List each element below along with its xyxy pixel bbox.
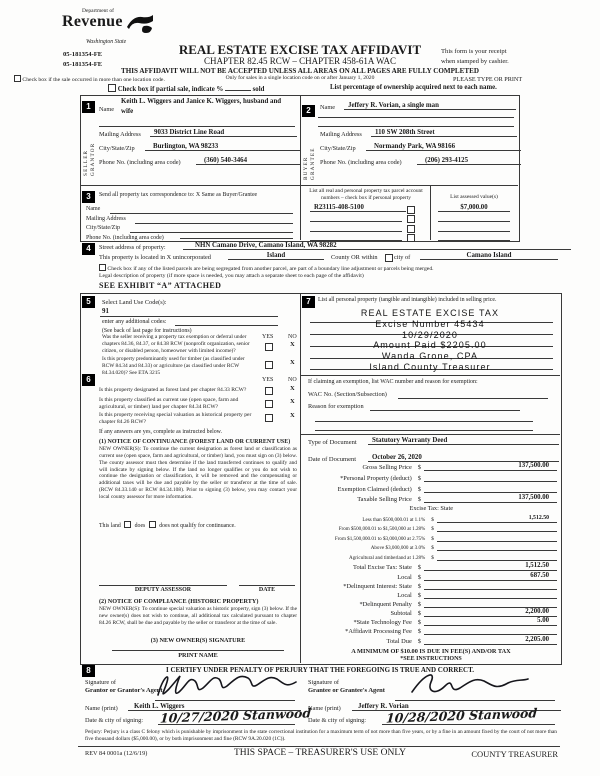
grantor-signature xyxy=(150,668,300,707)
footer-divider xyxy=(78,746,560,747)
does-label: does xyxy=(134,523,146,529)
money-row-personal xyxy=(305,473,557,482)
page-title: REAL ESTATE EXCISE TAX AFFIDAVIT xyxy=(178,42,422,57)
certify-statement: I CERTIFY UNDER PENALTY OF PERJURY THAT THE FOREGOING IS TRUE AND CORRECT. xyxy=(165,666,474,674)
tier4-label: Above $3,000,000 at 3.0% xyxy=(370,545,426,551)
stamp-line-1: REAL ESTATE EXCISE TAX xyxy=(360,308,500,318)
ownership-note: List percentage of ownership acquired next to each name. xyxy=(330,84,497,91)
total-due-row xyxy=(305,636,557,645)
tech-fee-value: 5.00 xyxy=(424,617,557,626)
delinquent-interest-local-row xyxy=(305,590,557,599)
seller-city-value: Burlington, WA 98233 xyxy=(145,143,301,151)
assessed-line-3[interactable] xyxy=(438,231,510,232)
partial-sale-suffix: sold xyxy=(252,86,265,93)
land-use-label: Select Land Use Code(s): xyxy=(102,299,167,306)
land-use-value: 91 xyxy=(102,308,109,315)
assessed-divider xyxy=(430,185,431,240)
dollar-sign: $ xyxy=(431,545,434,551)
does-not-label: does not qualify for continuance. xyxy=(159,523,236,529)
reason-label: Reason for exemption xyxy=(308,403,364,410)
owner-signature-label: (3) NEW OWNER(S) SIGNATURE xyxy=(150,637,246,644)
delinquent-interest-state-row xyxy=(305,581,557,590)
parcel-checkbox-3[interactable] xyxy=(407,225,415,233)
money-row-gross xyxy=(305,462,557,471)
total-state-label: Total Excise Tax: State xyxy=(353,564,412,571)
form-number-2: 05-181354-FE xyxy=(63,60,103,68)
dollar-sign: $ xyxy=(417,583,421,590)
print-name-label: PRINT NAME xyxy=(178,652,218,659)
dollar-sign: $ xyxy=(417,573,421,581)
stamp-line-2: Excise Number 45434 xyxy=(375,318,485,329)
does-not-checkbox[interactable] xyxy=(149,521,156,528)
section3-marker: 3 xyxy=(82,191,95,203)
dollar-sign: $ xyxy=(431,516,434,523)
stamp-line-6: Island County Treasurer xyxy=(369,361,491,372)
reason-line-1[interactable] xyxy=(370,410,520,411)
assessed-header: List assessed value(s) xyxy=(450,194,498,200)
s3-name-label: Name xyxy=(86,206,101,212)
owner-signature-line[interactable] xyxy=(112,650,284,651)
multi-location-row xyxy=(14,75,165,83)
s6-question-2: Is this property classified as current use (open space, farm and agricultural, or timber) land per chapter 84.34 RCW? xyxy=(99,397,239,411)
s5-yes-header: YES xyxy=(262,334,274,340)
buyer-name-value: Jeffery R. Vorian, a single man xyxy=(344,102,516,110)
s5-question-2: Is this property predominantly used for timber (as classified under RCW 84.34 and 84.33) or agriculture (as classified under RCW 84.34.020)? See ETA 3215 xyxy=(102,356,245,377)
this-land-label: This land xyxy=(99,523,121,529)
continuance-title: (1) NOTICE OF CONTINUANCE (FOREST LAND OR CURRENT USE) xyxy=(99,439,291,445)
personal-property-header: List all personal property (tangible and intangible) included in selling price. xyxy=(318,297,497,303)
seller-side-label-1: SELLER xyxy=(83,149,89,176)
single-location-note: Only for sales in a single location code on or after January 1, 2020 xyxy=(225,75,375,81)
grantor-signature-line[interactable] xyxy=(155,700,295,701)
section6-marker: 6 xyxy=(82,374,95,386)
exemption-top-border xyxy=(301,375,560,376)
additional-codes-line[interactable] xyxy=(175,325,278,326)
buyer-mailing-label: Mailing Address xyxy=(320,131,362,138)
section2-marker: 2 xyxy=(302,105,315,117)
additional-codes-label: enter any additional codes: xyxy=(102,319,167,325)
dollar-sign: $ xyxy=(417,475,421,482)
dollar-sign: $ xyxy=(417,601,421,608)
does-checkbox[interactable] xyxy=(124,521,131,528)
exhibit-note: SEE EXHIBIT “A” ATTACHED xyxy=(99,281,222,290)
date-of-document-value: October 26, 2020 xyxy=(368,454,559,462)
if-any-yes-note: If any answers are yes, complete as instructed below. xyxy=(99,429,222,435)
s5-q2-yes-checkbox[interactable] xyxy=(265,361,273,369)
total-row-state xyxy=(305,562,557,571)
type-of-document-label: Type of Document xyxy=(308,439,357,446)
partial-sale-label: Check box if partial sale, indicate % xyxy=(117,86,224,93)
type-or-print-label: PLEASE TYPE OR PRINT xyxy=(453,76,523,83)
subtotal-value: 2,200.00 xyxy=(424,608,557,617)
subtotal-row xyxy=(305,608,557,617)
total-local-value: 687.50 xyxy=(424,572,557,581)
treasurer-use-label: THIS SPACE – TREASURER'S USE ONLY xyxy=(233,748,407,758)
compliance-title: (2) NOTICE OF COMPLIANCE (HISTORIC PROPERTY) xyxy=(99,598,259,605)
buyer-mailing-value: 110 SW 208th Street xyxy=(371,129,517,137)
seller-city-label: City/State/Zip xyxy=(99,145,135,152)
s3-city-label: City/State/Zip xyxy=(86,225,120,231)
excise-tax-state-header: Excise Tax: State xyxy=(409,505,453,512)
county-value: Island xyxy=(228,252,324,260)
wa-swoosh-icon xyxy=(126,14,154,39)
total-local-label: Local xyxy=(397,573,412,581)
tech-fee-label: *State Technology Fee xyxy=(353,619,412,626)
grantee-date-label: Date & city of signing: xyxy=(308,717,367,724)
s6-q1-no-answer: X xyxy=(290,385,295,392)
rev-number: REV 84 0001a (12/6/19) xyxy=(85,750,148,757)
dollar-sign: $ xyxy=(417,637,421,645)
seller-name-label: Name xyxy=(99,106,115,113)
dollar-sign: $ xyxy=(417,564,421,571)
parcel-value: R23115-408-5100 xyxy=(310,204,406,212)
agri-value xyxy=(437,553,557,561)
section8-marker: 8 xyxy=(82,665,95,677)
wac-line[interactable] xyxy=(398,398,548,399)
stamp-line-4: Amount Paid $2205.00 xyxy=(373,340,487,351)
assessed-value: $7,000.00 xyxy=(438,204,510,212)
receipt-note-line2: when stamped by cashier. xyxy=(441,57,509,65)
parcel-checkbox-2[interactable] xyxy=(407,215,415,223)
county-treasurer-label: COUNTY TREASURER xyxy=(471,749,558,759)
total-row-local xyxy=(305,572,557,581)
buyer-side-label xyxy=(303,122,316,180)
buyer-blank-line-2 xyxy=(318,126,514,127)
grantee-signature-line[interactable] xyxy=(395,700,555,701)
assessed-line-2[interactable] xyxy=(438,221,510,222)
dollar-sign: $ xyxy=(431,535,434,542)
parcel-line-3[interactable] xyxy=(310,231,402,232)
perjury-note: Perjury: Perjury is a class C felony which is punishable by imprisonment in the state correctional institution for a maximum term of not more than five years, or by a fine in an amount fixed by the court of not more than five thousand dollars ($5,000.00), or by both imprisonment and fine (RCW 9A.20.020 (1C)). xyxy=(85,729,557,743)
dollar-sign: $ xyxy=(431,554,434,561)
deputy-date-line[interactable] xyxy=(239,585,295,586)
delinq-int-local-value xyxy=(424,590,557,599)
section7-marker: 7 xyxy=(302,296,315,308)
buyer-side-label-1: BUYER xyxy=(303,156,309,180)
buyer-blank-line-1 xyxy=(318,117,514,118)
multi-location-checkbox[interactable] xyxy=(14,75,21,82)
document-top-border xyxy=(301,434,560,435)
segregated-row xyxy=(99,264,434,272)
s3-city-line[interactable] xyxy=(130,232,293,233)
compliance-body: NEW OWNER(S): To continue special valuation as historic property, sign (3) below. If the new owner(s) does not wish to continue, all additional tax calculated pursuant to chapter 84.26 RCW, shall be due and payable by the seller or transferor at the time of sale. xyxy=(99,606,297,626)
total-state-value: 1,512.50 xyxy=(424,562,557,571)
dollar-sign: $ xyxy=(417,496,421,503)
grantor-name-value: Keith L. Wiggers xyxy=(128,703,301,711)
tier1-value: 1,512.50 xyxy=(437,515,557,523)
tier2-value xyxy=(437,524,557,532)
s6-q3-yes-checkbox[interactable] xyxy=(265,414,273,422)
exemption-value xyxy=(424,484,557,493)
seller-name-value: Keith L. Wiggers and Janice K. Wiggers, husband and wife xyxy=(121,98,282,116)
section3-top-border xyxy=(80,185,518,186)
delinq-penalty-label: *Delinquent Penalty xyxy=(359,601,412,608)
exemption-label: Exemption Claimed (deduct) xyxy=(337,485,412,493)
minimum-fee-note: A MINIMUM OF $10.00 IS DUE IN FEE(S) AND/OR TAX xyxy=(351,648,511,655)
delinq-int-state-value xyxy=(424,581,557,590)
section1-marker: 1 xyxy=(82,101,95,113)
agri-label: Agricultural and timberland at 1.28% xyxy=(349,554,426,561)
dollar-sign: $ xyxy=(417,628,421,635)
type-of-document-value: Statutory Warranty Deed xyxy=(368,437,559,445)
page-subtitle: CHAPTER 82.45 RCW – CHAPTER 458-61A WAC xyxy=(204,56,396,66)
partial-sale-row xyxy=(108,84,264,93)
print-name-line[interactable] xyxy=(112,664,284,665)
processing-fee-label: *Affidavit Processing Fee xyxy=(345,628,412,635)
parties-divider xyxy=(300,95,301,240)
s5-no-header: NO xyxy=(288,334,297,340)
grantor-sig-label-1: Signature of xyxy=(85,679,116,686)
dollar-sign: $ xyxy=(417,619,421,626)
dor-logo xyxy=(62,8,154,45)
tax-row-agricultural xyxy=(305,553,557,561)
see-back-note: (See back of last page for instructions) xyxy=(102,328,192,334)
money-row-exemption xyxy=(305,484,557,493)
form-number-1: 05-181354-FE xyxy=(63,51,103,58)
buyer-phone-label: Phone No. (including area code) xyxy=(320,159,402,166)
segregated-checkbox[interactable] xyxy=(99,264,106,271)
stamp-line-3: 10/29/2020 xyxy=(401,329,459,340)
s3-phone-label: Phone No. (including area code) xyxy=(86,234,164,241)
tier3-label: From $1,500,000.01 to $3,000,000 at 2.75% xyxy=(334,535,426,542)
s5-q1-no-answer: X xyxy=(290,341,295,348)
date-of-document-label: Date of Document xyxy=(308,456,357,463)
tech-fee-row xyxy=(305,617,557,626)
delinq-int-local-label: Local xyxy=(397,592,412,599)
receipt-note xyxy=(441,47,509,66)
s3-name-line[interactable] xyxy=(110,213,293,214)
section5-marker: 5 xyxy=(82,296,95,308)
tax-row-tier4 xyxy=(305,543,557,551)
delinq-int-state-label: *Delinquent Interest: State xyxy=(343,583,412,590)
s6-q3-no-answer: X xyxy=(290,412,295,419)
grantee-sig-label-1: Signature of xyxy=(308,679,339,686)
see-instructions-note: *SEE INSTRUCTIONS xyxy=(400,655,462,662)
s6-question-3: Is this property receiving special valuation as historical property per chapter 84.26 RCW? xyxy=(99,412,252,426)
s3-mailing-label: Mailing Address xyxy=(86,215,126,222)
dollar-sign: $ xyxy=(417,610,421,617)
gross-label: Gross Selling Price xyxy=(362,464,412,471)
s5-q1-yes-checkbox[interactable] xyxy=(265,343,273,351)
land-use-underline xyxy=(100,316,278,317)
processing-fee-row xyxy=(305,626,557,635)
grantor-date-label: Date & city of signing: xyxy=(85,717,144,724)
logo-dept-label: Department of xyxy=(82,8,114,14)
s3-phone-line[interactable] xyxy=(180,238,293,239)
seller-phone-value: (360) 540-3464 xyxy=(196,157,301,165)
grantor-date-value: 10/27/2020 Stanwood xyxy=(159,705,312,726)
tier4-value xyxy=(437,543,557,551)
located-in-label: This property is located in X unincorporated xyxy=(99,254,211,261)
tax-row-tier1 xyxy=(305,515,557,523)
deputy-assessor-label: DEPUTY ASSESSOR xyxy=(134,587,192,593)
tier1-label: Less than $500,000.01 at 1.1% xyxy=(362,516,426,523)
street-address-value: NHN Camano Drive, Camano Island, WA 98282 xyxy=(183,242,571,250)
city-of-label: city of xyxy=(394,254,411,261)
buyer-side-label-2: GRANTEE xyxy=(310,147,316,180)
s5-question-1: Was the seller receiving a property tax exemption or deferral under chapters 84.36, 84.37, or 84.38 RCW (nonprofit organization, senior citizen, or disabled person, homeowner with limited income)? xyxy=(102,334,250,355)
grantor-sig-label-2: Grantor or Grantor's Agent xyxy=(85,687,163,694)
treasurer-stamp xyxy=(303,308,557,373)
seller-mailing-label: Mailing Address xyxy=(99,131,141,138)
tax-row-tier2 xyxy=(305,524,557,532)
county-or-label: County OR within xyxy=(331,254,378,261)
legal-description-note: Legal description of property (if more space is needed, you may attach a separate sheet to each page of the affidavit) xyxy=(99,272,364,279)
personal-label: *Personal Property (deduct) xyxy=(340,475,412,482)
total-due-value: 2,205.00 xyxy=(424,636,557,645)
grantee-name-value: Jeffery R. Vorian xyxy=(352,703,561,711)
s6-question-1: Is this property designated as forest land per chapter 84.33 RCW? xyxy=(99,387,247,393)
grantee-sig-label-2: Grantee or Grantee's Agent xyxy=(308,687,385,694)
s6-q2-no-answer: X xyxy=(290,398,295,405)
parcel-checkbox-1[interactable] xyxy=(407,206,415,214)
exemption-note: If claiming an exemption, list WAC number and reason for exemption: xyxy=(308,379,478,385)
city-value: Camano Island xyxy=(420,252,558,260)
grantee-name-label: Name (print) xyxy=(308,705,341,712)
buyer-name-label: Name xyxy=(320,104,336,111)
parcel-line-2[interactable] xyxy=(310,221,402,222)
seller-side-label-2: GRANTOR xyxy=(90,142,96,176)
partial-sale-blank xyxy=(225,90,251,91)
s6-yes-header: YES xyxy=(262,377,274,383)
stamp-line-5: Wanda Grone, CPA xyxy=(381,351,479,362)
section4-marker: 4 xyxy=(82,243,95,255)
grantee-date-value: 10/28/2020 Stanwood xyxy=(385,705,538,726)
buyer-phone-value: (206) 293-4125 xyxy=(417,157,521,165)
seller-name-underline xyxy=(99,126,295,127)
subtotal-label: Subtotal xyxy=(390,610,412,617)
deputy-assessor-line[interactable] xyxy=(99,585,227,586)
personal-value xyxy=(424,473,557,482)
tier3-value xyxy=(437,534,557,542)
dollar-sign: $ xyxy=(417,464,421,471)
tax-correspondence-label: Send all property tax correspondence to: X Same as Buyer/Grantee xyxy=(99,192,258,198)
delinq-penalty-value xyxy=(424,599,557,608)
dollar-sign: $ xyxy=(417,592,421,599)
city-checkbox[interactable] xyxy=(385,254,393,262)
gross-value: 137,500.00 xyxy=(424,462,557,471)
s5-q2-no-answer: X xyxy=(290,359,295,366)
dollar-sign: $ xyxy=(431,526,434,532)
multi-location-label: Check box if the sale occurred in more than one location code. xyxy=(22,77,165,83)
segregated-label: Check box if any of the listed parcels are being segregated from another parcel, are part of a boundary line adjustment or parcels being merged. xyxy=(107,265,434,272)
grantor-name-label: Name (print) xyxy=(85,705,118,712)
reason-line-3[interactable] xyxy=(315,430,533,431)
buyer-city-value: Normandy Park, WA 98166 xyxy=(366,143,521,151)
street-address-label: Street address of property: xyxy=(99,244,166,251)
wac-label: WAC No. (Section/Subsection) xyxy=(308,391,387,398)
seller-mailing-value: 9033 District Line Road xyxy=(150,129,297,137)
tier2-label: From $500,000.01 to $1,500,000 at 1.28% xyxy=(338,526,426,532)
seller-side-label xyxy=(83,118,96,176)
delinquent-penalty-row xyxy=(305,599,557,608)
partial-sale-checkbox[interactable] xyxy=(108,84,116,92)
taxable-label: Taxable Selling Price xyxy=(357,496,412,503)
total-due-label: Total Due xyxy=(386,637,412,645)
buyer-city-label: City/State/Zip xyxy=(320,145,356,152)
s6-q2-yes-checkbox[interactable] xyxy=(265,400,273,408)
seller-phone-label: Phone No. (including area code) xyxy=(99,159,181,166)
warning-line: THIS AFFIDAVIT WILL NOT BE ACCEPTED UNLESS ALL AREAS ON ALL PAGES ARE FULLY COMPLETED xyxy=(121,67,479,75)
reason-line-2[interactable] xyxy=(315,421,533,422)
continuance-body: NEW OWNER(S): To continue the current designation as forest land or classification as current use (open space, farm and agricultural, or timber) land, you must sign on (3) below. The county assessor must then determine if the land transferred continues to qualify and will indicate by signing below. If the land no longer qualifies or you do not wish to continue the designation or classification, it will be removed and the compensating or additional taxes will be due and payable by the seller or transferor at the time of sale. (RCW 84.33.140 or RCW 84.34.108). Prior to signing (3) below, you may contact your local county assessor for more information. xyxy=(99,446,297,501)
money-row-taxable xyxy=(305,494,557,503)
receipt-note-line1: This form is your receipt xyxy=(441,48,507,55)
continuance-qualify-row xyxy=(99,521,236,531)
taxable-value: 137,500.00 xyxy=(424,494,557,503)
s6-q1-yes-checkbox[interactable] xyxy=(265,387,273,395)
s6-no-header: NO xyxy=(288,377,297,383)
processing-fee-value xyxy=(424,626,557,635)
tax-row-tier3 xyxy=(305,534,557,542)
s3-mailing-line[interactable] xyxy=(135,223,293,224)
parcel-header: List all real and personal property tax parcel account numbers – check box if personal property xyxy=(309,188,423,201)
dollar-sign: $ xyxy=(417,485,421,493)
logo-revenue-label: Revenue xyxy=(62,13,123,30)
logo-state-label: Washington State xyxy=(86,39,127,45)
deputy-date-label: DATE xyxy=(258,587,276,593)
lower-box-divider xyxy=(300,293,301,663)
